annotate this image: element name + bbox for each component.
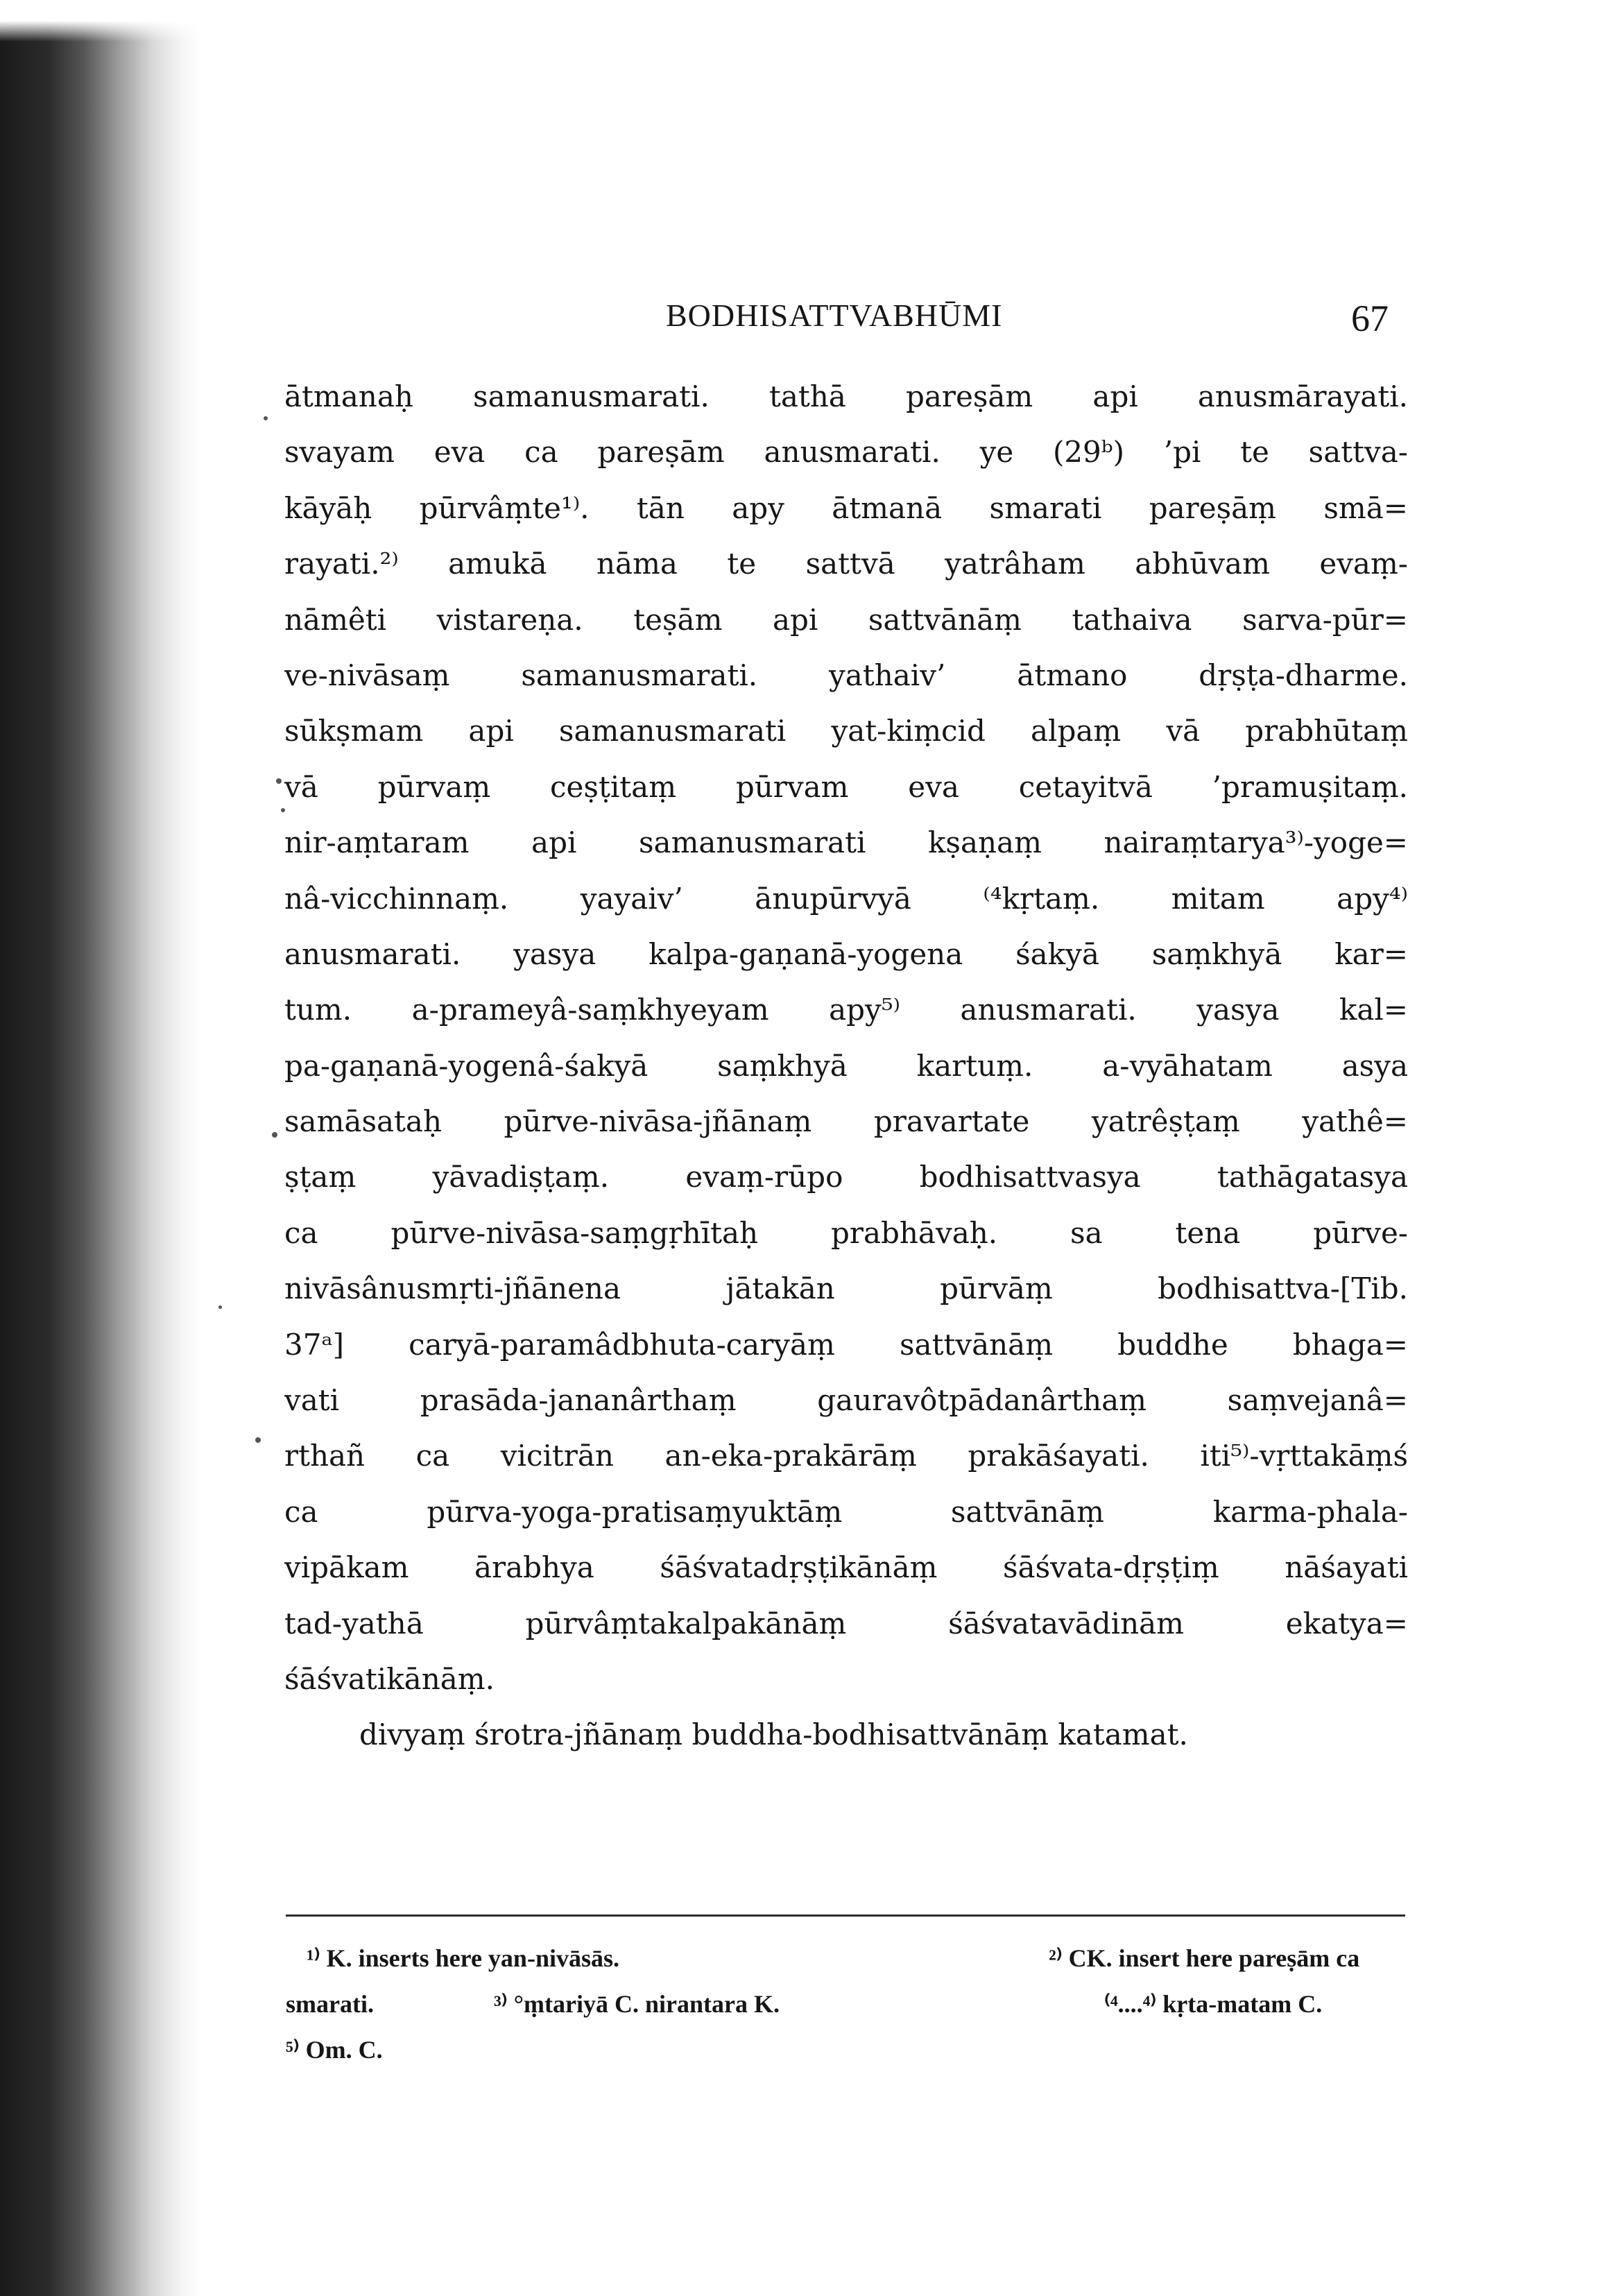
paper-speck bbox=[281, 808, 285, 812]
running-head bbox=[666, 297, 1002, 334]
paper-speck bbox=[255, 1437, 261, 1443]
text-line-12: tum. a-prameyâ-saṃkhyeyam apy⁵⁾ anusmarati. yasya kal= bbox=[284, 993, 1408, 1027]
text-line-2: svayam eva ca pareṣām anusmarati. ye (29ᵇ) ’pi te sattva- bbox=[284, 435, 1408, 470]
paper-speck bbox=[276, 778, 282, 784]
body-text bbox=[284, 369, 1408, 1763]
text-line-23: tad-yathā pūrvâṃtakalpakānāṃ śāśvatavādinām ekatya= bbox=[284, 1606, 1408, 1640]
footnote-4: ⁽⁴....⁴⁾ kṛta-matam C. bbox=[1104, 1990, 1323, 2018]
text-line-8: vā pūrvaṃ ceṣṭitaṃ pūrvam eva cetayitvā ’pramuṣitaṃ. bbox=[284, 769, 1408, 804]
text-line-15: ṣṭaṃ yāvadiṣṭaṃ. evaṃ-rūpo bodhisattvasya tathāgatasya bbox=[284, 1160, 1408, 1194]
text-line-17: nivāsânusmṛti-jñānena jātakān pūrvāṃ bodhisattva-[Tib. bbox=[284, 1271, 1408, 1306]
text-line-3: kāyāḥ pūrvâṃte¹⁾. tān apy ātmanā smarati pareṣāṃ smā= bbox=[284, 490, 1408, 525]
footnote-3: ³⁾ °ṃtariyā C. nirantara K. bbox=[494, 1990, 780, 2018]
book-spine-shadow bbox=[0, 0, 201, 2296]
text-line-19: vati prasāda-jananârthaṃ gauravôtpādanârthaṃ saṃvejanâ= bbox=[284, 1383, 1408, 1418]
footnote-2-continued: smarati. bbox=[286, 1990, 374, 2018]
footnote-2: ²⁾ CK. insert here pareṣām ca bbox=[1049, 1944, 1360, 1972]
text-line-16: ca pūrve-nivāsa-saṃgṛhītaḥ prabhāvaḥ. sa tena pūrve- bbox=[284, 1215, 1408, 1250]
footnote-line-1 bbox=[286, 1935, 1405, 1981]
text-line-18: 37ᵃ] caryā-paramâdbhuta-caryāṃ sattvānāṃ buddhe bhaga= bbox=[284, 1327, 1408, 1362]
paper-speck bbox=[272, 1132, 277, 1138]
text-line-5: nāmêti vistareṇa. teṣām api sattvānāṃ tathaiva sarva-pūr= bbox=[284, 602, 1408, 637]
text-line-6: ve-nivāsaṃ samanusmarati. yathaiv’ ātmano dṛṣṭa-dharme. bbox=[284, 658, 1408, 692]
footnote-line-3 bbox=[286, 2027, 1405, 2073]
footnotes bbox=[286, 1935, 1405, 2073]
text-line-22: vipākam ārabhya śāśvatadṛṣṭikānāṃ śāśvata-dṛṣṭiṃ nāśayati bbox=[284, 1550, 1408, 1585]
running-head-text: BODHISATTVABHŪMI bbox=[666, 298, 1003, 333]
footnote-1: ¹⁾ K. inserts here yan-nivāsās. bbox=[307, 1944, 619, 1972]
text-line-10: nâ-vicchinnaṃ. yayaiv’ ānupūrvyā ⁽⁴kṛtaṃ. mitam apy⁴⁾ bbox=[284, 881, 1408, 916]
text-line-7: sūkṣmam api samanusmarati yat-kiṃcid alpaṃ vā prabhūtaṃ bbox=[284, 714, 1408, 748]
text-line-11: anusmarati. yasya kalpa-gaṇanā-yogena śakyā saṃkhyā kar= bbox=[284, 936, 1408, 971]
text-line-9: nir-aṃtaram api samanusmarati kṣaṇaṃ nairaṃtarya³⁾-yoge= bbox=[284, 825, 1408, 860]
text-line-13: pa-gaṇanā-yogenâ-śakyā saṃkhyā kartuṃ. a-vyāhatam asya bbox=[284, 1048, 1408, 1083]
text-line-20: rthañ ca vicitrān an-eka-prakārāṃ prakāśayati. iti⁵⁾-vṛttakāṃś bbox=[284, 1439, 1408, 1473]
text-line-21: ca pūrva-yoga-pratisaṃyuktāṃ sattvānāṃ karma-phala- bbox=[284, 1494, 1408, 1529]
footnote-rule bbox=[286, 1914, 1405, 1917]
book-spine-top-edge bbox=[0, 0, 201, 42]
footnote-5: ⁵⁾ Om. C. bbox=[286, 2036, 383, 2064]
page-number: 67 bbox=[1351, 298, 1389, 339]
text-line-14: samāsataḥ pūrve-nivāsa-jñānaṃ pravartate yatrêṣṭaṃ yathê= bbox=[284, 1104, 1408, 1139]
text-line-25: divyaṃ śrotra-jñānaṃ buddha-bodhisattvānāṃ katamat. bbox=[359, 1717, 1188, 1752]
text-line-4: rayati.²⁾ amukā nāma te sattvā yatrâham abhūvam evaṃ- bbox=[284, 547, 1408, 581]
text-line-24: śāśvatikānāṃ. bbox=[284, 1661, 495, 1696]
paper-speck bbox=[264, 416, 268, 420]
text-line-1: ātmanaḥ samanusmarati. tathā pareṣām api anusmārayati. bbox=[284, 379, 1408, 413]
paper-speck bbox=[218, 1305, 222, 1309]
footnote-line-2 bbox=[286, 1981, 1405, 2027]
